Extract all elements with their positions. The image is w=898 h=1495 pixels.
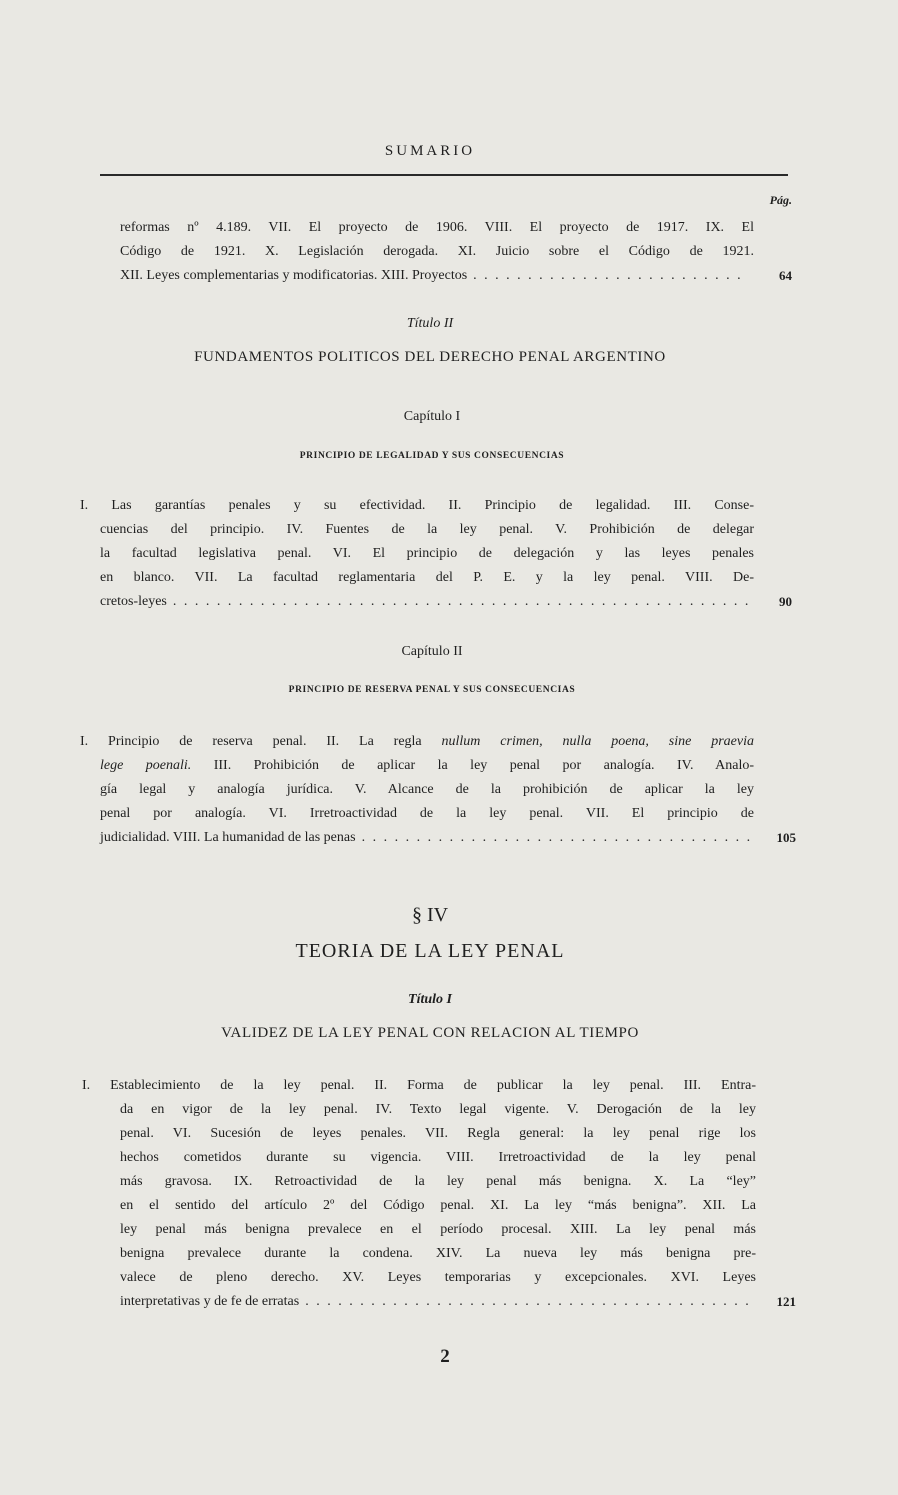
dot-leader (467, 264, 748, 288)
entry-line-leader (120, 264, 792, 288)
entry-line: Código de 1921. X. Legislación derogada. XI. Juicio sobre el Código de 1921. (120, 244, 754, 259)
dot-leader (356, 826, 752, 850)
entry-line-leader (120, 1290, 796, 1314)
entry-line-text: judicialidad. VIII. La humanidad de las penas (100, 830, 356, 845)
page-number: 64 (779, 268, 792, 283)
latin-maxim: nullum crimen, nulla poena, sine praevia (441, 734, 754, 749)
entry-line: valece de pleno derecho. XV. Leyes temporarias y excepcionales. XVI. Leyes (120, 1270, 756, 1285)
entry-line-leader (100, 826, 796, 850)
capitulo-i-heading: PRINCIPIO DE LEGALIDAD Y SUS CONSECUENCIAS (299, 451, 565, 461)
page-folio: 2 (440, 1346, 450, 1367)
section-mark: § IV (411, 904, 449, 926)
entry-line: hechos cometidos durante su vigencia. VIII. Irretroactividad de la ley penal (120, 1150, 756, 1165)
entry-line: benigna prevalece durante la condena. XIV. La nueva ley más benigna pre- (120, 1246, 756, 1261)
dot-leader (167, 590, 748, 614)
dot-leader (299, 1290, 752, 1314)
titulo-ii: Título II (406, 316, 454, 331)
entry-line: I. Las garantías penales y su efectividad. II. Principio de legalidad. III. Conse- (80, 498, 754, 513)
entry-line: más gravosa. IX. Retroactividad de la ley penal más benigna. X. La “ley” (120, 1174, 756, 1189)
fundamentos-heading: FUNDAMENTOS POLITICOS DEL DERECHO PENAL ARGENTINO (194, 349, 666, 365)
entry-line: penal por analogía. VI. Irretroactividad de la ley penal. VII. El principio de (100, 806, 754, 821)
header-rule (100, 174, 788, 176)
entry-line-text: I. Principio de reserva penal. II. La regla (80, 734, 442, 749)
entry-line: ley penal más benigna prevalece en el período procesal. XIII. La ley penal más (120, 1222, 756, 1237)
entry-line-text: cretos-leyes (100, 594, 167, 609)
teoria-heading: TEORIA DE LA LEY PENAL (295, 940, 565, 962)
toc-entry-continuation (120, 216, 792, 288)
entry-line: da en vigor de la ley penal. IV. Texto legal vigente. V. Derogación de la ley (120, 1102, 756, 1117)
toc-entry-reserva (80, 730, 796, 850)
capitulo-ii-heading: PRINCIPIO DE RESERVA PENAL Y SUS CONSECUENCIAS (288, 685, 576, 695)
entry-line: en blanco. VII. La facultad reglamentaria del P. E. y la ley penal. VIII. De- (100, 570, 754, 585)
entry-line: la facultad legislativa penal. VI. El principio de delegación y las leyes penales (100, 546, 754, 561)
entry-line-leader (100, 590, 792, 614)
entry-line-text: interpretativas y de fe de erratas (120, 1294, 300, 1309)
entry-line (100, 754, 754, 778)
page-column-label: Pág. (769, 193, 792, 207)
page-number: 121 (776, 1294, 796, 1309)
entry-line: reformas nº 4.189. VII. El proyecto de 1906. VIII. El proyecto de 1917. IX. El (120, 220, 754, 235)
toc-entry-validez (82, 1074, 796, 1314)
entry-line-text: III. Prohibición de aplicar la ley penal por analogía. IV. Analo- (191, 758, 754, 773)
capitulo-ii: Capítulo II (401, 644, 463, 659)
toc-entry-legalidad (80, 494, 792, 614)
entry-line (80, 730, 754, 754)
page-number: 105 (776, 830, 796, 845)
entry-line: cuencias del principio. IV. Fuentes de la ley penal. V. Prohibición de delegar (100, 522, 754, 537)
entry-line: en el sentido del artículo 2º del Código penal. XI. La ley “más benigna”. XII. La (120, 1198, 756, 1213)
running-head: SUMARIO (384, 143, 476, 159)
entry-line: gía legal y analogía jurídica. V. Alcance de la prohibición de aplicar la ley (100, 782, 754, 797)
titulo-i: Título I (408, 992, 452, 1007)
entry-line: penal. VI. Sucesión de leyes penales. VII. Regla general: la ley penal rige los (120, 1126, 756, 1141)
entry-line: I. Establecimiento de la ley penal. II. Forma de publicar la ley penal. III. Entra- (82, 1078, 756, 1093)
latin-maxim: lege poenali. (100, 758, 192, 773)
page-number: 90 (779, 594, 792, 609)
entry-line-text: XII. Leyes complementarias y modificatorias. XIII. Proyectos (120, 268, 468, 283)
validez-heading: VALIDEZ DE LA LEY PENAL CON RELACION AL TIEMPO (221, 1025, 639, 1041)
capitulo-i: Capítulo I (403, 409, 461, 424)
